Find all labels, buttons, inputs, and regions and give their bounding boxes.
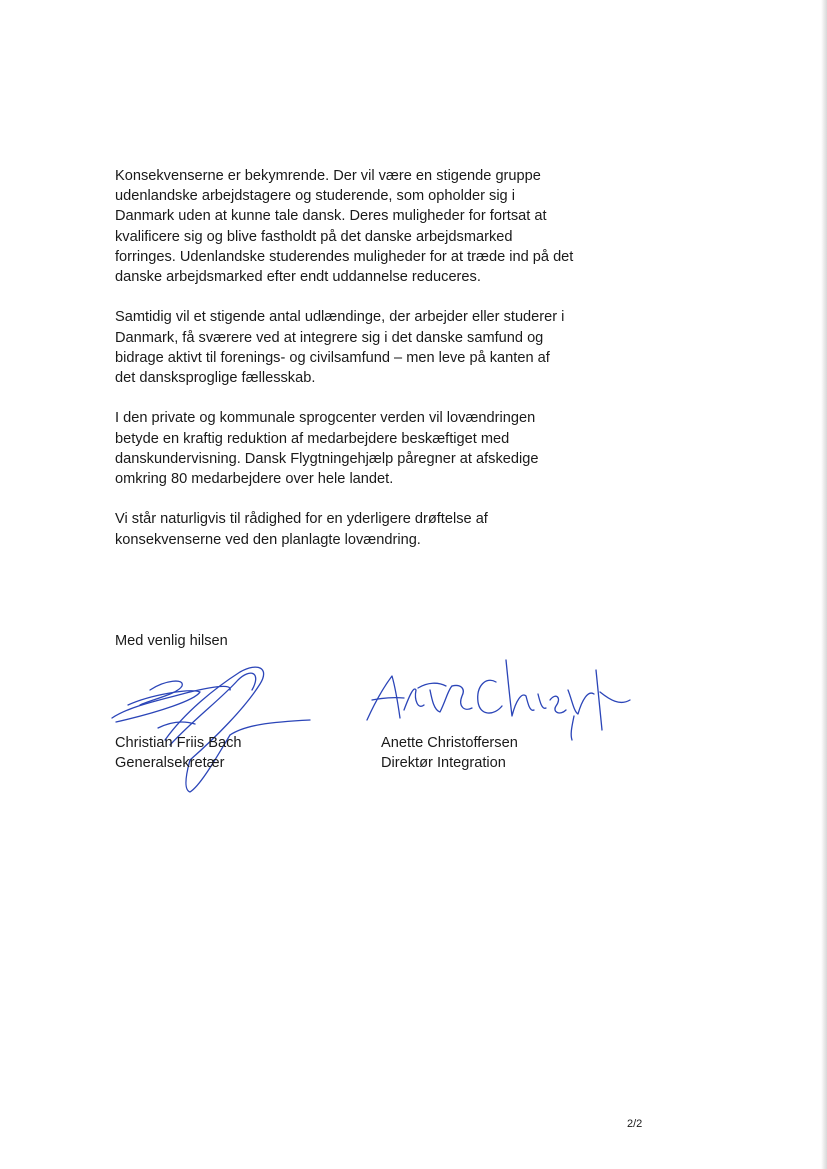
text-line: bidrage aktivt til forenings- og civilsamfund – men leve på kanten af	[115, 349, 550, 366]
text-line: udenlandske arbejdstagere og studerende, som opholder sig i	[115, 188, 515, 205]
text-line: forringes. Udenlandske studerendes muligheder for at træde ind på det	[115, 248, 574, 265]
text-line: det dansksproglige fællesskab.	[115, 370, 316, 387]
text-line: Vi står naturligvis til rådighed for en yderligere drøftelse af	[115, 511, 488, 528]
text-line: Samtidig vil et stigende antal udlændinge, der arbejder eller studerer i	[115, 309, 565, 326]
page-edge-shadow	[821, 0, 827, 1169]
letter-body	[115, 166, 595, 570]
text-line: danske arbejdsmarked efter endt uddannelse reduceres.	[115, 269, 481, 286]
paragraph-consequences	[115, 166, 595, 287]
closing-salutation: Med venlig hilsen	[115, 633, 228, 649]
signatory-title: Generalsekretær	[115, 755, 225, 771]
signature-anette-christoffersen	[367, 660, 630, 740]
text-line: konsekvenserne ved den planlagte lovændring.	[115, 531, 421, 548]
text-line: Konsekvenserne er bekymrende. Der vil være en stigende gruppe	[115, 168, 541, 184]
paragraph-availability	[115, 509, 595, 549]
paragraph-language-centres	[115, 408, 595, 489]
text-line: kvalificere sig og blive fastholdt på det danske arbejdsmarked	[115, 228, 513, 245]
text-line: danskundervisning. Dansk Flygtningehjælp påregner at afskedige	[115, 450, 539, 467]
signature-christian-friis-bach	[112, 667, 310, 792]
signatory-left	[115, 733, 242, 773]
page-number: 2/2	[627, 1118, 643, 1130]
text-line: I den private og kommunale sprogcenter verden vil lovændringen	[115, 410, 536, 427]
text-line: Danmark, få sværere ved at integrere sig i det danske samfund og	[115, 329, 544, 346]
text-line: betyde en kraftig reduktion af medarbejdere beskæftiget med	[115, 430, 510, 447]
signatory-title: Direktør Integration	[381, 755, 506, 771]
signatory-name: Christian Friis Bach	[115, 735, 242, 751]
signatory-right	[381, 733, 518, 773]
paragraph-integration	[115, 307, 595, 388]
text-line: omkring 80 medarbejdere over hele landet.	[115, 471, 394, 488]
signatory-name: Anette Christoffersen	[381, 735, 518, 751]
text-line: Danmark uden at kunne tale dansk. Deres muligheder for fortsat at	[115, 208, 547, 225]
